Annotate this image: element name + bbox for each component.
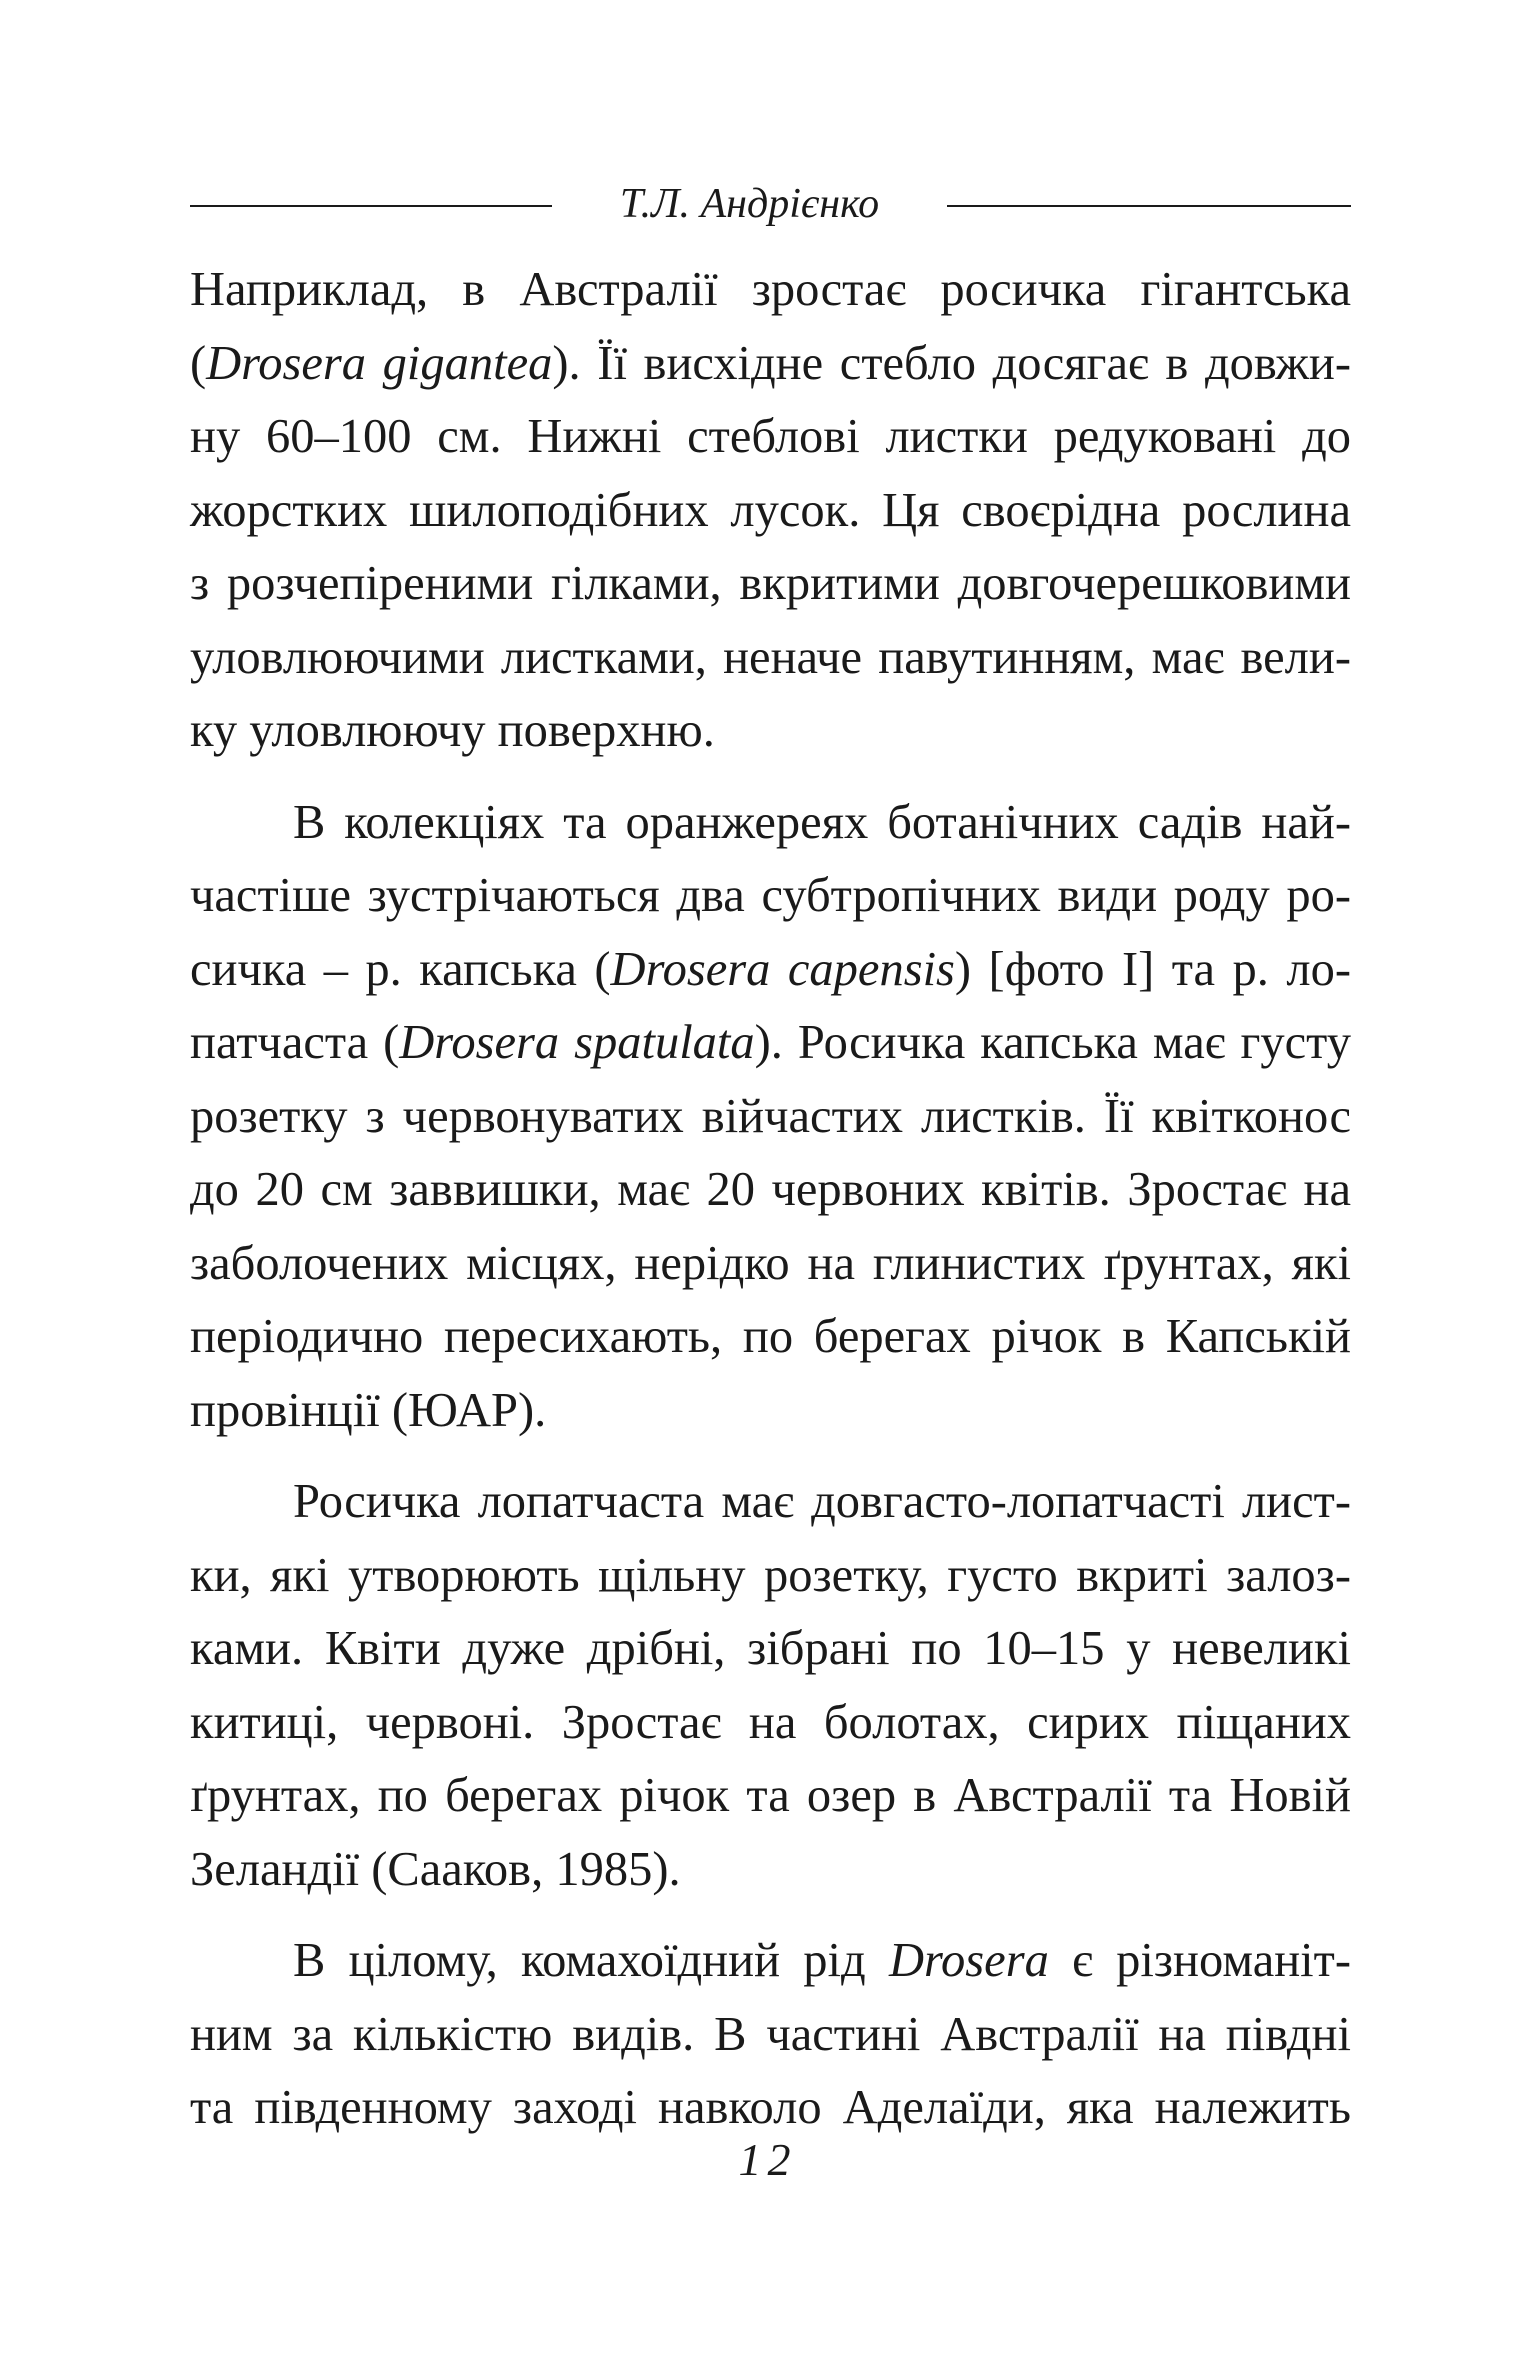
text-line: уловлюючими листками, неначе павутинням, має вели- <box>190 630 1351 684</box>
text-line: та південному заході навколо Аделаїди, яка належить <box>190 2081 1351 2134</box>
text-line: ку уловлюючу поверхню. <box>190 704 715 757</box>
paragraph <box>190 1465 1351 1906</box>
header-author: Т.Л. Андрієнко <box>619 181 880 227</box>
text-line: Зеландії (Сааков, 1985). <box>190 1842 681 1896</box>
text-line: ним за кількістю видів. В частині Австралії на півдні <box>190 2007 1351 2061</box>
text-line: китиці, червоні. Зростає на болотах, сирих піщаних <box>190 1695 1351 1749</box>
paragraph <box>190 786 1351 1448</box>
text-line: сичка – р. капська (Drosera capensis) [фото І] та р. ло- <box>190 942 1351 996</box>
page-number: 12 <box>738 2134 797 2185</box>
text-line: періодично пересихають, по берегах річок в Капській <box>190 1310 1351 1363</box>
text-line: ки, які утворюють щільну розетку, густо вкриті залоз- <box>190 1548 1351 1602</box>
paragraph <box>190 253 1351 768</box>
text-line: (Drosera gigantea). Її висхідне стебло досягає в довжи- <box>190 336 1351 390</box>
header-rule-left <box>190 205 552 207</box>
text-line: ну 60–100 см. Нижні стеблові листки редуковані до <box>190 410 1351 463</box>
text-line: патчаста (Drosera spatulata). Росичка капська має густу <box>190 1016 1351 1069</box>
paragraph <box>190 1924 1351 2145</box>
text-line: ками. Квіти дуже дрібні, зібрані по 10–15 у невеликі <box>190 1622 1351 1675</box>
paragraph-gap <box>190 1447 1351 1465</box>
text-line: ґрунтах, по берегах річок та озер в Австралії та Новій <box>190 1769 1351 1822</box>
text-line: заболочених місцях, нерідко на глинистих ґрунтах, які <box>190 1236 1351 1290</box>
text-line: Росичка лопатчаста має довгасто-лопатчасті лист- <box>293 1475 1351 1528</box>
text-line: провінції (ЮАР). <box>190 1383 547 1437</box>
paragraph-gap <box>190 1906 1351 1924</box>
text-line: до 20 см заввишки, має 20 червоних квітів. Зростає на <box>190 1163 1351 1216</box>
text-line: жорстких шилоподібних лусок. Ця своєрідна рослина <box>190 483 1351 537</box>
text-line: з розчепіреними гілками, вкритими довгочерешковими <box>190 557 1351 610</box>
text-line: частіше зустрічаються два субтропічних види роду ро- <box>190 869 1351 922</box>
body-text <box>190 253 1351 2145</box>
text-line: В цілому, комахоїдний рід Drosera є різноманіт- <box>293 1934 1351 1987</box>
paragraph-gap <box>190 768 1351 786</box>
text-line: розетку з червонуватих війчастих листків. Її квітконос <box>190 1089 1351 1143</box>
text-line: В колекціях та оранжереях ботанічних садів най- <box>293 795 1351 849</box>
text-line: Наприклад, в Австралії зростає росичка гігантська <box>190 263 1351 316</box>
header-rule-right <box>947 205 1351 207</box>
running-header <box>190 172 1351 232</box>
